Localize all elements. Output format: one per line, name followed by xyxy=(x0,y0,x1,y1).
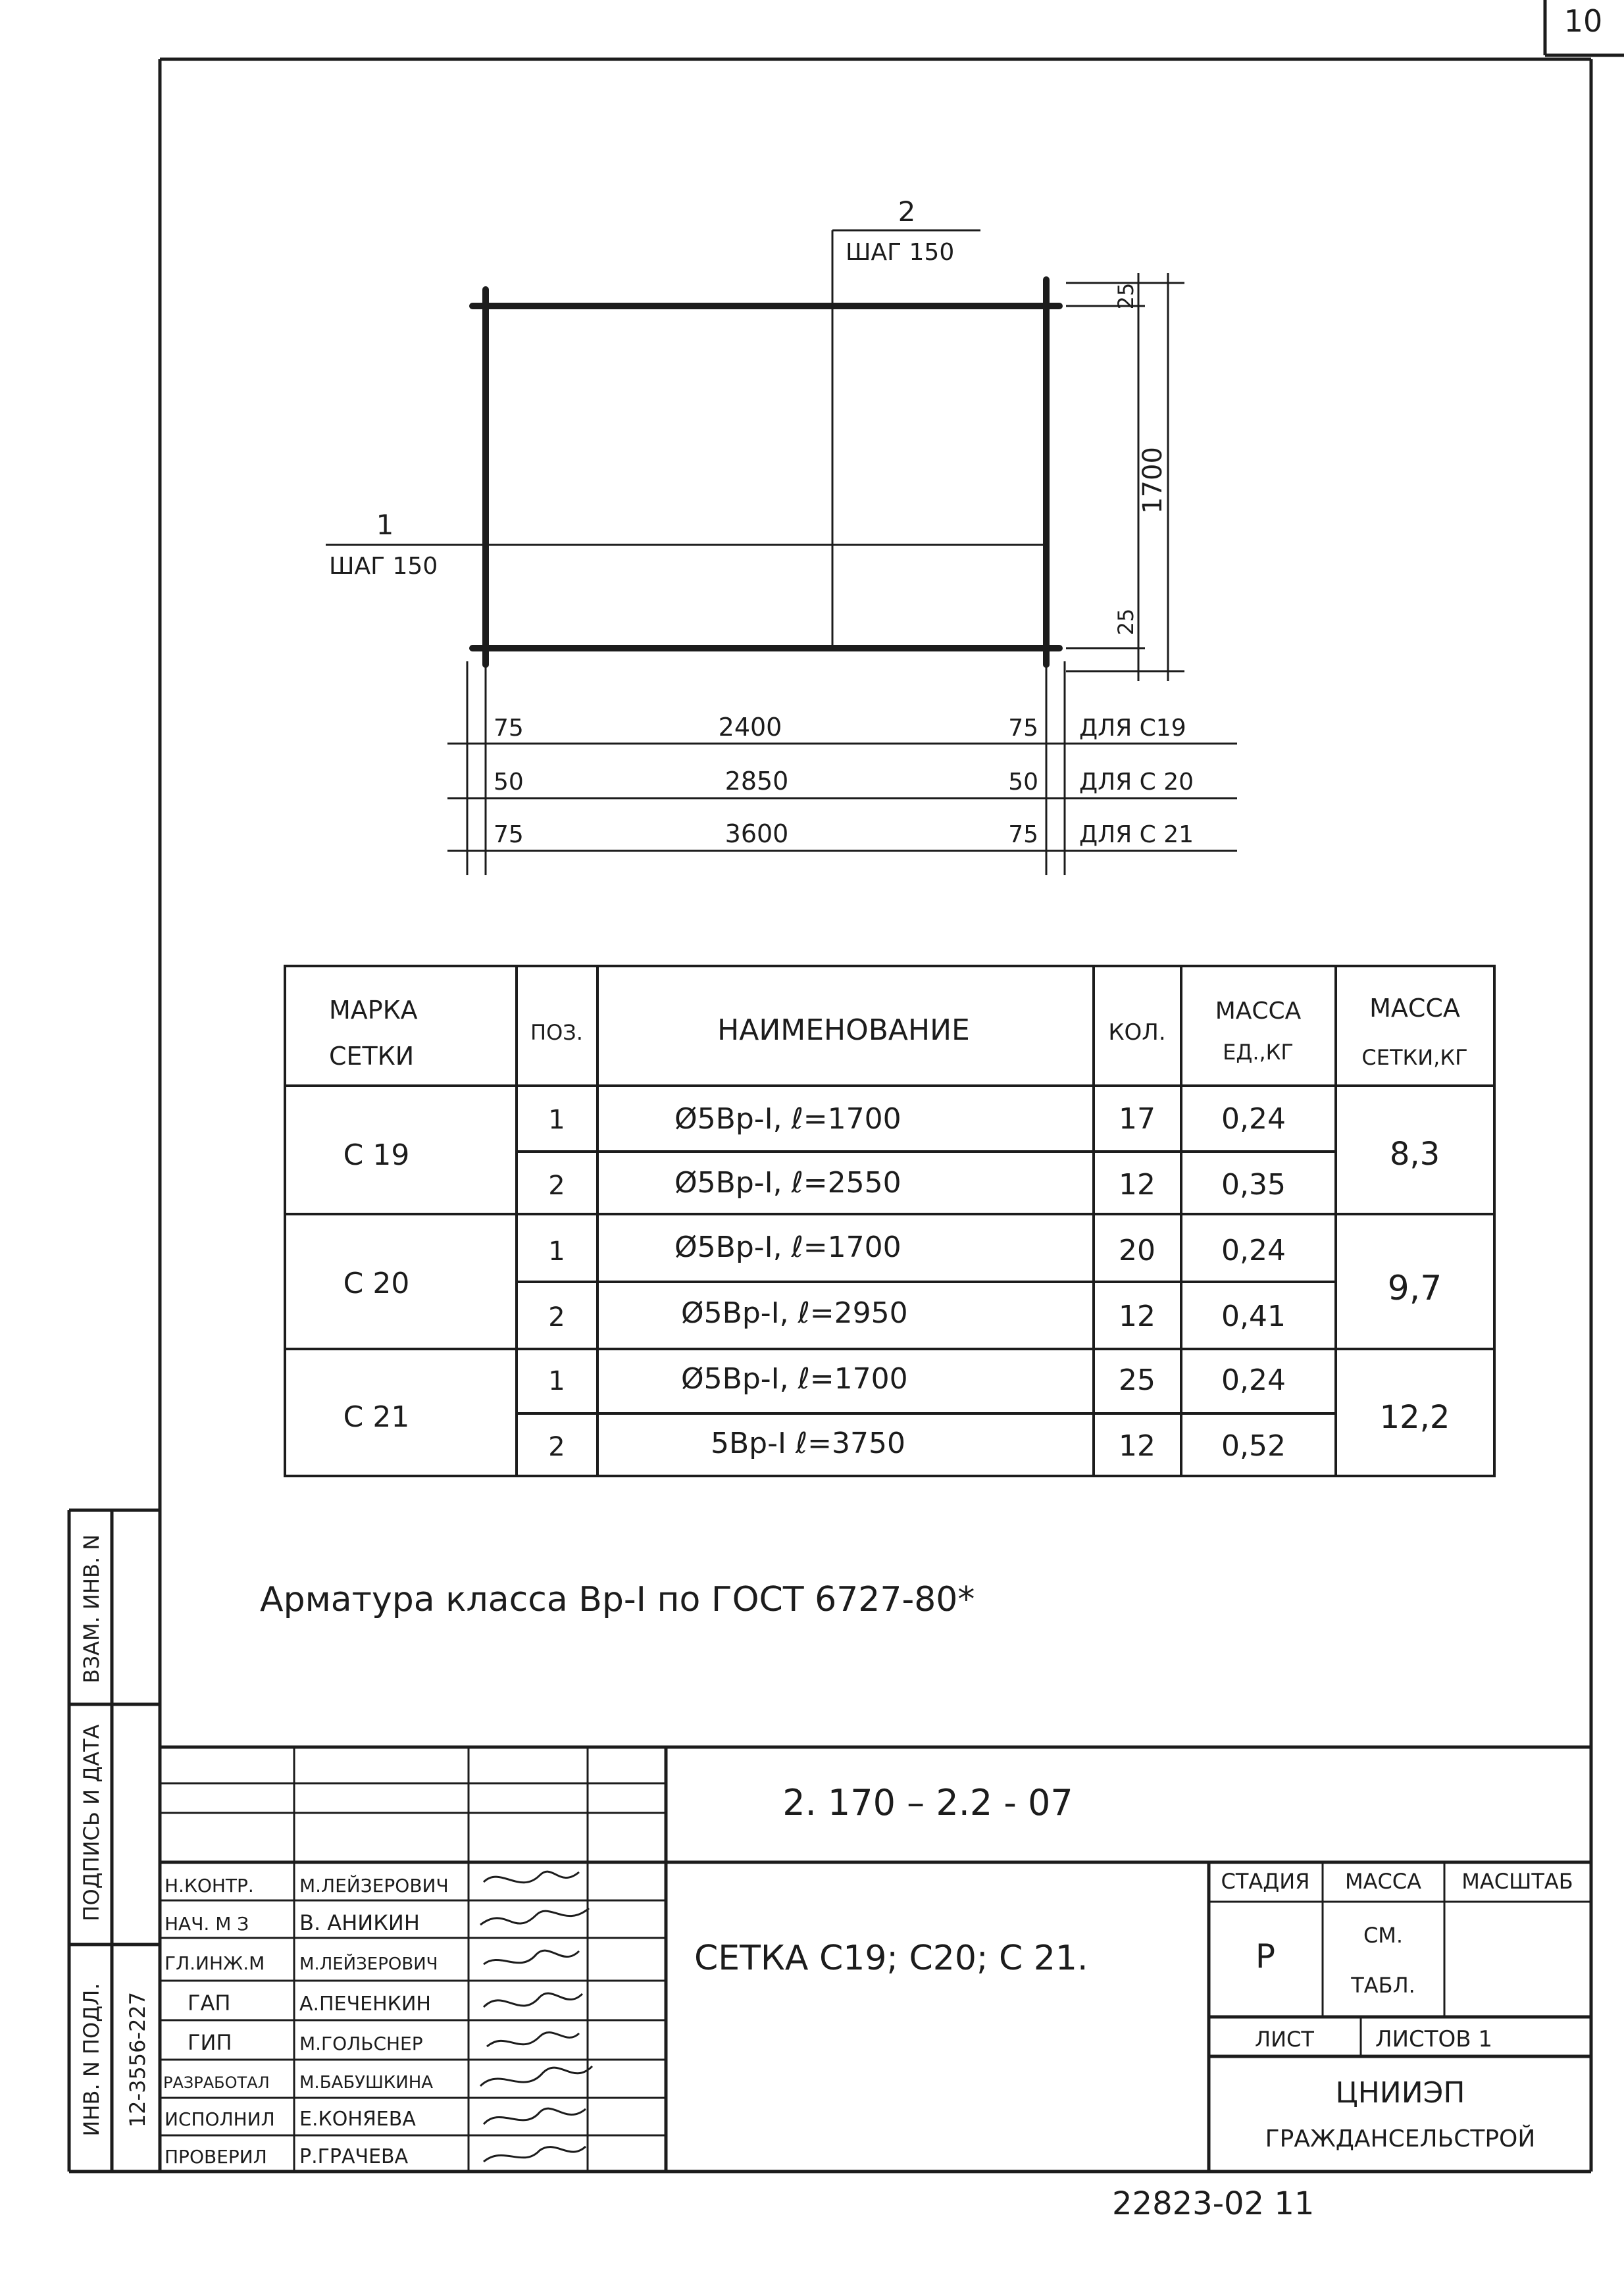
drawing-title: СЕТКА С19; С20; С 21. xyxy=(694,1939,1088,1978)
mesh-drawing xyxy=(326,195,1237,875)
staff-name: Р.ГРАЧЕВА xyxy=(299,2145,409,2168)
cell-pos: 1 xyxy=(548,1236,565,1267)
cell-name: 5Вр-I ℓ=3750 xyxy=(711,1427,905,1460)
signature-3 xyxy=(484,1950,579,1964)
reinforcement-note: Арматура класса Вр-I по ГОСТ 6727-80* xyxy=(260,1580,975,1619)
staff-role: НАЧ. М З xyxy=(165,1913,249,1935)
cell-name: Ø5Вр-I, ℓ=1700 xyxy=(681,1362,908,1396)
title-block xyxy=(160,1747,1591,2172)
cell-unit-mass: 0,52 xyxy=(1221,1429,1286,1463)
dim-row3-note: ДЛЯ С 21 xyxy=(1079,821,1194,848)
dim-row2-note: ДЛЯ С 20 xyxy=(1079,769,1194,796)
stage-value: Р xyxy=(1255,1937,1276,1975)
dim-row2-mid: 2850 xyxy=(724,767,789,796)
mark-c20: С 20 xyxy=(343,1267,410,1300)
header-mass-unit-2: ЕД.,КГ xyxy=(1223,1040,1294,1065)
mass-c19: 8,3 xyxy=(1389,1136,1440,1173)
cell-unit-mass: 0,41 xyxy=(1221,1300,1286,1333)
stage-header: СТАДИЯ xyxy=(1221,1869,1310,1894)
cell-name: Ø5Вр-I, ℓ=2950 xyxy=(681,1296,908,1330)
cell-qty: 12 xyxy=(1119,1300,1155,1333)
cell-pos: 2 xyxy=(548,1432,565,1462)
cell-qty: 25 xyxy=(1119,1363,1155,1397)
vzam-inv-label: ВЗАМ. ИНВ. N xyxy=(79,1534,104,1684)
staff-role: РАЗРАБОТАЛ xyxy=(163,2073,270,2092)
cell-qty: 12 xyxy=(1119,1168,1155,1202)
header-qty: КОЛ. xyxy=(1108,1019,1166,1046)
header-name: НАИМЕНОВАНИЕ xyxy=(717,1013,970,1047)
signature-5 xyxy=(487,2033,579,2046)
mass-value-1: СМ. xyxy=(1363,1923,1404,1948)
staff-role: ГЛ.ИНЖ.М xyxy=(165,1952,265,1974)
mark-c19: С 19 xyxy=(343,1138,410,1172)
staff-role: Н.КОНТР. xyxy=(165,1875,254,1896)
header-mark-1: МАРКА xyxy=(329,996,418,1025)
page-number: 10 xyxy=(1563,3,1603,39)
cell-name: Ø5Вр-I, ℓ=2550 xyxy=(674,1166,901,1200)
dim-row1-left: 75 xyxy=(494,715,524,742)
mass-header: МАССА xyxy=(1344,1869,1422,1894)
org-line1: ЦНИИЭП xyxy=(1335,2076,1465,2110)
staff-name: В. АНИКИН xyxy=(299,1910,420,1935)
cell-qty: 17 xyxy=(1119,1102,1155,1136)
staff-name: М.ЛЕЙЗЕРОВИЧ xyxy=(299,1875,449,1896)
cell-name: Ø5Вр-I, ℓ=1700 xyxy=(674,1231,901,1264)
sheets-label: ЛИСТОВ 1 xyxy=(1375,2026,1493,2052)
cell-unit-mass: 0,24 xyxy=(1221,1363,1286,1397)
pos1-label: 1 xyxy=(376,509,394,541)
signature-1 xyxy=(484,1871,579,1883)
dim-height: 1700 xyxy=(1138,447,1168,514)
staff-name: М.ГОЛЬСНЕР xyxy=(299,2033,423,2054)
cell-unit-mass: 0,35 xyxy=(1221,1168,1286,1202)
scale-header: МАСШТАБ xyxy=(1461,1869,1573,1894)
mark-c21: С 21 xyxy=(343,1400,410,1434)
dim-row3-left: 75 xyxy=(494,821,524,848)
inv-number: 12-3556-227 xyxy=(125,1991,150,2128)
pos1-step: ШАГ 150 xyxy=(329,553,438,580)
signature-8 xyxy=(484,2147,586,2162)
staff-name: М.БАБУШКИНА xyxy=(299,2073,434,2093)
dim-row2-right: 50 xyxy=(1008,769,1038,796)
cell-unit-mass: 0,24 xyxy=(1221,1234,1286,1267)
footer-code: 22823-02 11 xyxy=(1112,2185,1315,2222)
podpis-data-label: ПОДПИСЬ И ДАТА xyxy=(79,1724,104,1921)
cell-pos: 1 xyxy=(548,1105,565,1135)
cell-unit-mass: 0,24 xyxy=(1221,1102,1286,1136)
staff-role: ГИП xyxy=(188,2030,232,2055)
header-mass-unit-1: МАССА xyxy=(1215,998,1302,1025)
pos2-label: 2 xyxy=(898,195,916,228)
dim-row2-left: 50 xyxy=(494,769,524,796)
signature-7 xyxy=(484,2108,586,2124)
doc-code: 2. 170 – 2.2 - 07 xyxy=(782,1782,1073,1823)
mass-c20: 9,7 xyxy=(1387,1269,1442,1308)
staff-role: ИСПОЛНИЛ xyxy=(165,2108,275,2130)
mass-c21: 12,2 xyxy=(1379,1399,1450,1436)
header-mass-mesh-1: МАССА xyxy=(1369,994,1460,1023)
org-line2: ГРАЖДАНСЕЛЬСТРОЙ xyxy=(1265,2125,1536,2152)
sheet-label: ЛИСТ xyxy=(1255,2027,1314,2052)
side-stamp xyxy=(69,1510,160,2172)
inv-podl-label: ИНВ. N ПОДЛ. xyxy=(79,1983,104,2137)
dim-bottom-small: 25 xyxy=(1113,608,1138,636)
dim-row3-right: 75 xyxy=(1008,821,1038,848)
staff-name: А.ПЕЧЕНКИН xyxy=(299,1993,431,2016)
mass-value-2: ТАБЛ. xyxy=(1351,1973,1415,1998)
spec-table xyxy=(285,966,1494,1476)
cell-name: Ø5Вр-I, ℓ=1700 xyxy=(674,1102,901,1136)
dim-top-small: 25 xyxy=(1113,282,1138,310)
dim-row3-mid: 3600 xyxy=(724,819,789,848)
mesh-outline xyxy=(486,306,1046,648)
signature-2 xyxy=(480,1908,589,1925)
dim-row1-note: ДЛЯ С19 xyxy=(1079,715,1186,742)
cell-pos: 2 xyxy=(548,1171,565,1201)
staff-role: ПРОВЕРИЛ xyxy=(165,2146,267,2168)
signature-4 xyxy=(484,1993,582,2007)
cell-pos: 1 xyxy=(548,1366,565,1396)
staff-role: ГАП xyxy=(188,1991,231,2016)
cell-qty: 12 xyxy=(1119,1429,1155,1463)
pos2-step: ШАГ 150 xyxy=(846,239,955,266)
signature-6 xyxy=(480,2066,592,2086)
header-mass-mesh-2: СЕТКИ,КГ xyxy=(1361,1045,1468,1070)
header-pos: ПОЗ. xyxy=(530,1020,583,1045)
header-mark-2: СЕТКИ xyxy=(329,1042,415,1071)
dim-row1-mid: 2400 xyxy=(718,713,782,742)
cell-pos: 2 xyxy=(548,1302,565,1333)
staff-name: М.ЛЕЙЗЕРОВИЧ xyxy=(299,1954,438,1974)
cell-qty: 20 xyxy=(1119,1234,1155,1267)
dim-row1-right: 75 xyxy=(1008,715,1038,742)
staff-name: Е.КОНЯЕВА xyxy=(299,2108,416,2131)
